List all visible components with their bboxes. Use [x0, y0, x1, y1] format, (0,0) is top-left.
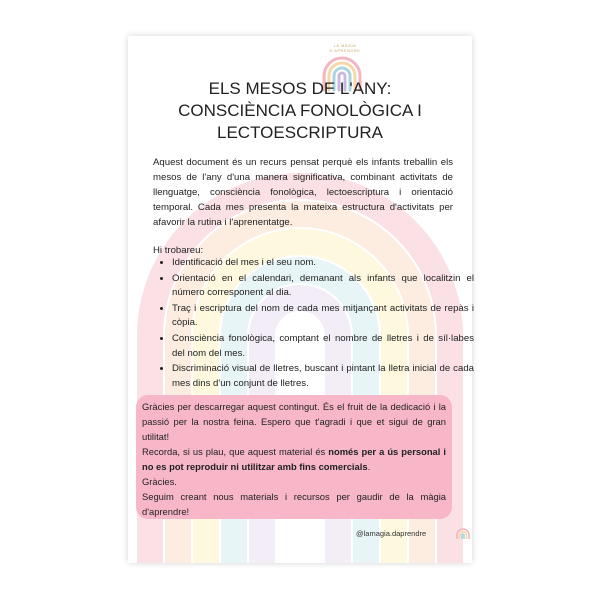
remember-suffix: .: [367, 461, 371, 472]
find-label: Hi trobareu:: [153, 245, 204, 256]
logo-text: LA MÀGIA D'APRENDRE: [329, 43, 361, 53]
thanks-box: [136, 395, 452, 519]
title-line: ELS MESOS DE L'ANY:: [208, 79, 392, 98]
mini-rainbow-icon: [455, 527, 471, 539]
list-item: • Discriminació visual de lletres, buscant i pintant la lletra inicial de cada mes dins d'un conjunt de lletres.: [172, 362, 474, 391]
social-handle: @lamagia.daprendre: [356, 529, 427, 538]
find-list: [153, 256, 474, 392]
closing-text: Seguim creant nous materials i recursos per gaudir de la màgia d'aprendre!: [142, 491, 446, 517]
list-item: • Consciència fonològica, comptant el nombre de lletres i de síl·labes del nom del mes.: [172, 332, 474, 361]
remember-bold: només per a ús personal i no es pot reproduir ni utilitzar amb fins comercials: [142, 446, 446, 472]
page-title: [128, 78, 472, 144]
remember-prefix: Recorda, si us plau, que aquest material és: [142, 446, 329, 457]
list-item: • Traç i escriptura del nom de cada mes mitjançant activitats de repàs i còpia.: [172, 302, 474, 331]
remember-text: [142, 444, 446, 474]
intro-paragraph: Aquest document és un recurs pensat perquè els infants treballin els mesos de l'any d'una manera significativa, combinant activitats de llenguatge, consciència fonològica, lectoescriptura i orientació temporal. Cada mes presenta la mateixa estructura d'activitats per afavorir la rutina i l'aprenentatge.: [153, 157, 453, 228]
list-item: • Orientació en el calendari, demanant als infants que localitzin el número corresponent al dia.: [172, 272, 474, 301]
thanks-short: Gràcies.: [142, 476, 177, 487]
thanks-text: Gràcies per descarregar aquest contingut. És el fruit de la dedicació i la passió per la nostra feina. Espero que t'agradi i que et sigui de gran utilitat!: [142, 401, 446, 442]
list-item: • Identificació del mes i el seu nom.: [172, 256, 474, 271]
title-line: CONSCIÈNCIA FONOLÒGICA I: [178, 101, 422, 120]
title-line: LECTOESCRIPTURA: [217, 123, 383, 142]
